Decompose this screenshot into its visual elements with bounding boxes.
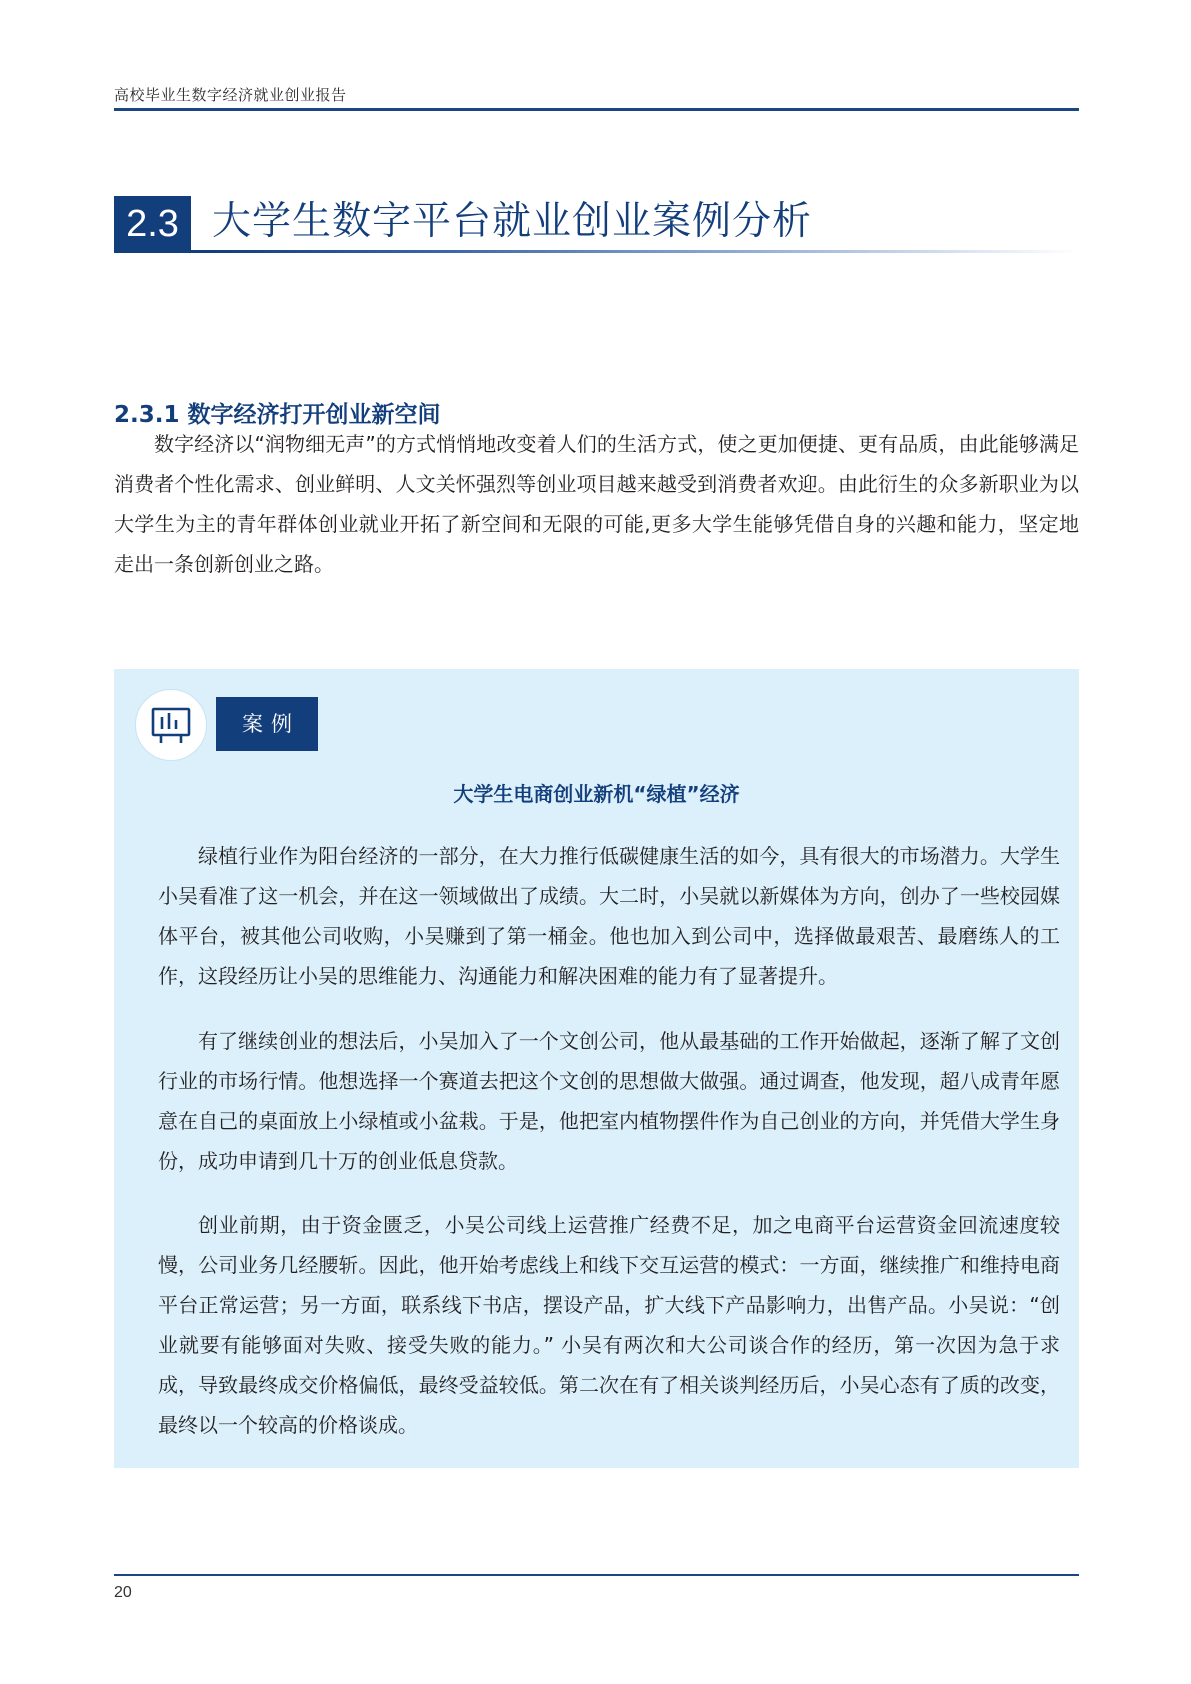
section-title-rule [114, 250, 1079, 253]
page-number: 20 [114, 1584, 132, 1601]
intro-paragraph: 数字经济以“润物细无声”的方式悄悄地改变着人们的生活方式，使之更加便捷、更有品质，由此能够满足消费者个性化需求、创业鲜明、人文关怀强烈等创业项目越来越受到消费者欢迎。由此衍生的众多新职业为以大学生为主的青年群体创业就业开拓了新空间和无限的可能,更多大学生能够凭借自身的兴趣和能力，坚定地走出一条创新创业之路。 [114, 432, 1079, 576]
case-title: 大学生电商创业新机“绿植”经济 [453, 782, 740, 806]
subsection-title: 2.3.1 数字经济打开创业新空间 [114, 402, 441, 428]
section-number: 2.3 [114, 196, 191, 252]
presentation-chart-icon [135, 689, 207, 761]
case-paragraph-3: 创业前期，由于资金匮乏，小吴公司线上运营推广经费不足，加之电商平台运营资金回流速度较慢，公司业务几经腰斩。因此，他开始考虑线上和线下交互运营的模式：一方面，继续推广和维持电商平台正常运营；另一方面，联系线下书店，摆设产品，扩大线下产品影响力，出售产品。小吴说：“创业就要有能够面对失败、接受失败的能力。” 小吴有两次和大公司谈合作的经历，第一次因为急于求成，导致最终成交价格偏低，最终受益较低。第二次在有了相关谈判经历后，小吴心态有了质的改变，最终以一个较高的价格谈成。 [158, 1213, 1060, 1437]
footer-rule [114, 1574, 1079, 1576]
case-label: 案例 [216, 697, 318, 751]
case-paragraph-1: 绿植行业作为阳台经济的一部分，在大力推行低碳健康生活的如今，具有很大的市场潜力。大学生小吴看准了这一机会，并在这一领域做出了成绩。大二时，小吴就以新媒体为方向，创办了一些校园媒体平台，被其他公司收购，小吴赚到了第一桶金。他也加入到公司中，选择做最艰苦、最磨练人的工作，这段经历让小吴的思维能力、沟通能力和解决困难的能力有了显著提升。 [158, 844, 1060, 988]
header-rule [114, 108, 1079, 111]
section-title: 大学生数字平台就业创业案例分析 [212, 199, 813, 244]
running-header: 高校毕业生数字经济就业创业报告 [114, 86, 347, 104]
case-paragraph-2: 有了继续创业的想法后，小吴加入了一个文创公司，他从最基础的工作开始做起，逐渐了解了文创行业的市场行情。他想选择一个赛道去把这个文创的思想做大做强。通过调查，他发现，超八成青年愿意在自己的桌面放上小绿植或小盆栽。于是，他把室内植物摆件作为自己创业的方向，并凭借大学生身份，成功申请到几十万的创业低息贷款。 [158, 1029, 1060, 1173]
